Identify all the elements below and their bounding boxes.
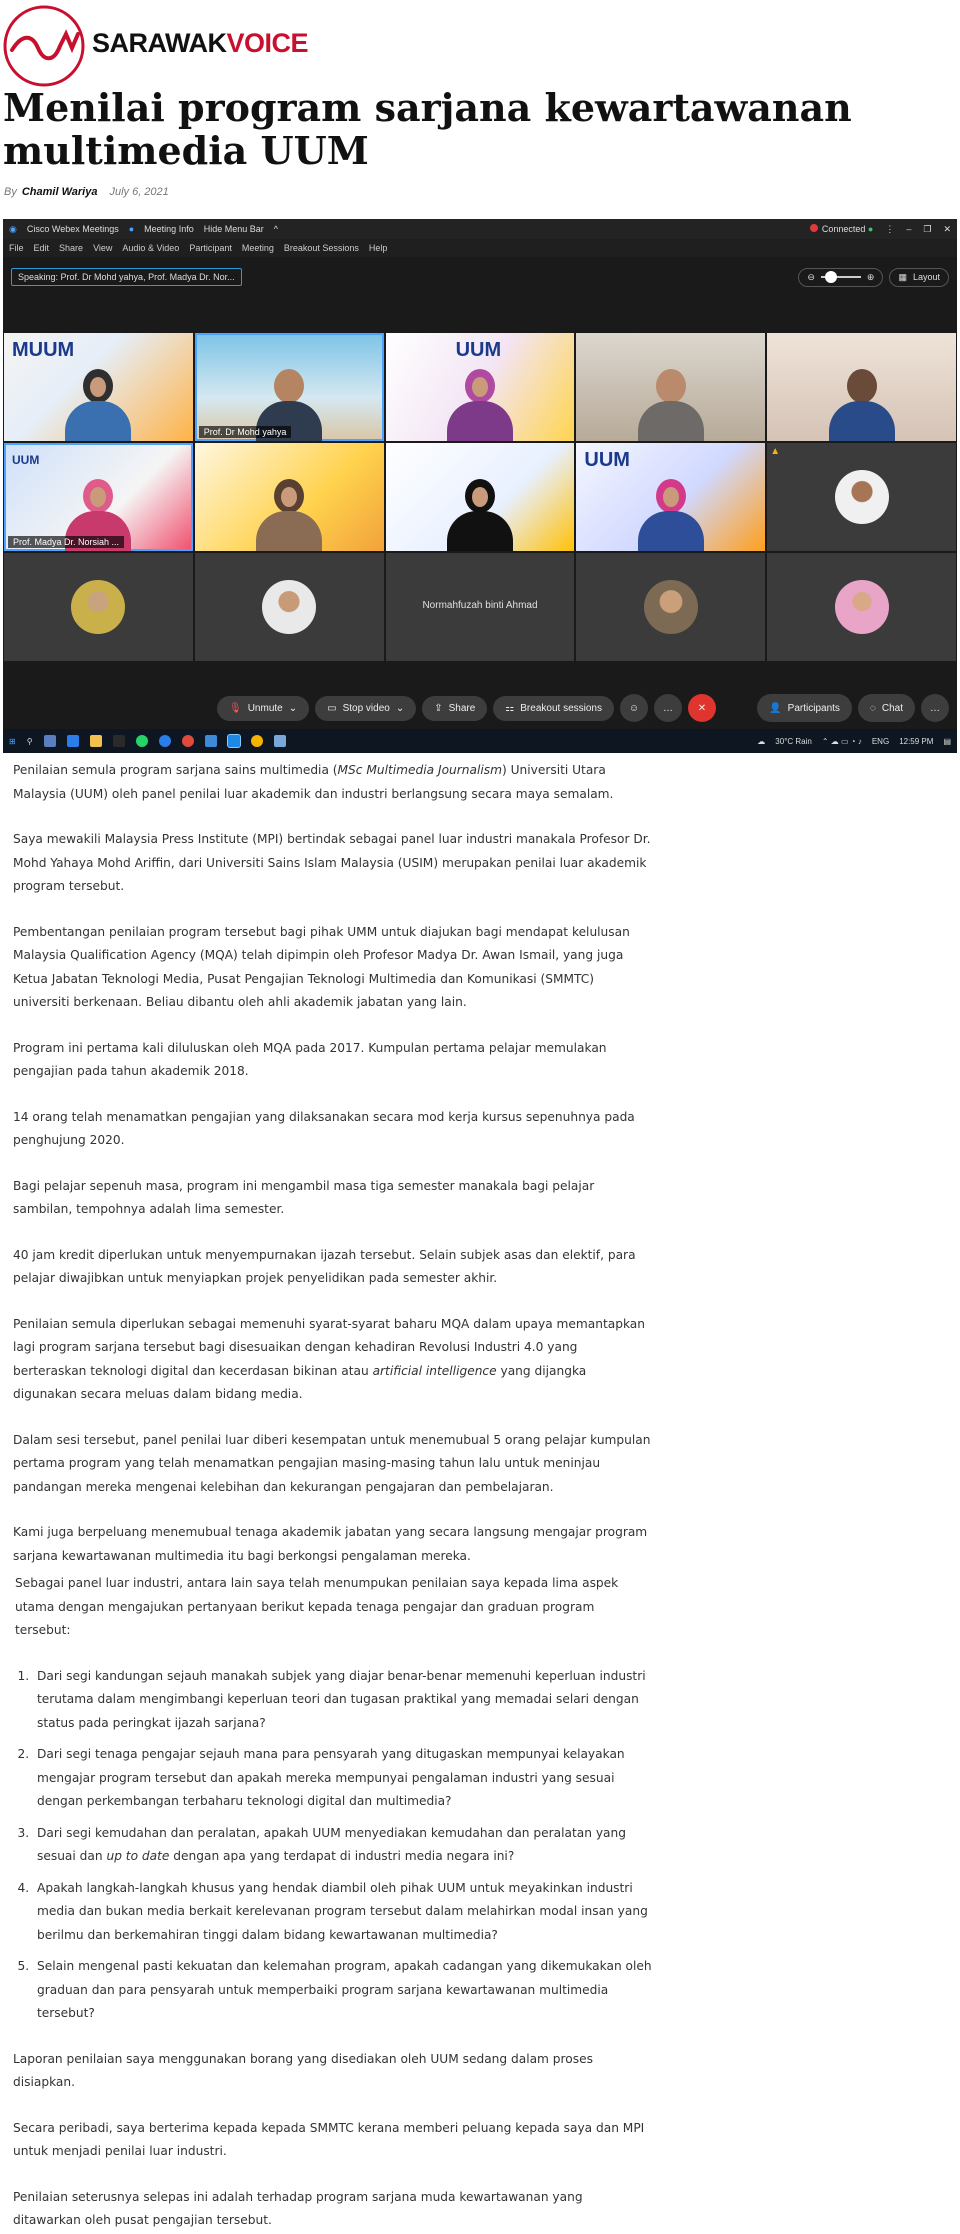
list-item: 4. Apakah langkah-langkah khusus yang hendak diambil oleh pihak UUM untuk meyakinkan industri media dan bukan media berkait kerelevanan program tersebut dalam melahirkan modal insan yang berilmu dan berkemahiran tinggi dalam bidang kewartawanan multimedia? [33,1877,653,1948]
menu-meeting: Meeting [241,243,274,253]
meeting-screenshot [3,219,957,753]
meeting-info-link: Meeting Info [144,224,194,234]
smiley-icon: ☺ [628,702,640,714]
more-options-button [654,694,682,722]
close-icon: ✕ [943,223,951,234]
windows-start-icon: ⊞ [9,736,16,746]
video-tile [767,553,956,661]
publish-date: July 6, 2021 [109,186,169,198]
active-speaker-label: Speaking: Prof. Dr Mohd yahya, Prof. Madya Dr. Nor... [11,268,242,286]
participant-avatar [644,580,698,634]
zoom-slider [821,276,861,278]
participant-name: Prof. Madya Dr. Norsiah ... [8,536,124,548]
question-list [33,1665,653,2026]
participant-name: Prof. Dr Mohd yahya [199,426,292,438]
meeting-infobar [3,257,957,297]
weather-text: 30°C Rain [775,736,812,746]
uum-logo-icon: UUM [12,453,40,467]
site-name: SARAWAKVOICE [92,28,309,58]
list-item: 2. Dari segi tenaga pengajar sejauh mana para pensyarah yang ditugaskan mempunyai kelayakan mengajar program tersebut dan apakah mereka mempunyai pengalaman industri yang sesuai dengan perkembangan terbaharu teknologi digital dan multimedia? [33,1743,653,1814]
zoom-out-icon: ⊖ [807,271,815,282]
byline-prefix: By [4,186,17,198]
paragraph: Dalam sesi tersebut, panel penilai luar diberi kesempatan untuk menemubual 5 orang pelajar kumpulan pertama program yang telah menamatkan pengajian masing-masing tahun lalu untuk meninjau pandangan mereka mengenai kelebihan dan kekurangan pengajaran dan pembelajaran. [13,1432,651,1494]
meeting-controls [3,691,957,725]
whatsapp-icon [136,735,148,747]
store-icon [113,735,125,747]
browser-icon [159,735,171,747]
paragraph: Kami juga berpeluang menemubual tenaga akademik jabatan yang secara langsung mengajar program sarjana kewartawanan multimedia itu bagi berkongsi pengalaman mereka. [13,1525,648,1563]
video-tile [195,443,384,551]
author-link[interactable]: Chamil Wariya [21,186,98,198]
uum-logo-icon: UUM [455,339,502,361]
system-tray [757,737,951,746]
leave-meeting-button [688,694,716,722]
meeting-titlebar [3,219,957,239]
menu-edit: Edit [33,243,50,253]
video-tile [4,333,193,441]
windows-taskbar [3,729,957,753]
hide-menu-bar-link: Hide Menu Bar [203,224,264,234]
participant-avatar [262,580,316,634]
breakout-sessions-button: ⚏ Breakout sessions [493,696,614,721]
participant-video [445,471,515,551]
menu-help: Help [368,243,388,253]
participant-video [63,361,133,441]
more-vertical-icon: ⋮ [885,223,895,234]
paragraph: Secara peribadi, saya berterima kepada kepada SMMTC kerana memberi peluang kepada saya dan MPI untuk menjadi penilai luar industri. [13,2120,645,2158]
participant-video [445,361,515,441]
participant-video [254,471,324,551]
paragraph: Saya mewakili Malaysia Press Institute (MPI) bertindak sebagai panel luar industri manakala Profesor Dr. Mohd Yahaya Mohd Ariffin, dari Universiti Sains Islam Malaysia (USIM) merupakan penilai luar akademik program tersebut. [13,832,651,893]
paragraph: Pembentangan penilaian program tersebut bagi pihak UMM untuk diajukan bagi mendapat kelulusan Malaysia Qualification Agency (MQA) telah dipimpin oleh Profesor Madya Dr. Awan Ismail, yang juga Ketua Jabatan Teknologi Media, Pusat Pengajian Teknologi Multimedia dan Komunikasi (SMMTC) universiti berkenaan. Beliau dibantu oleh ahli akademik jabatan yang lain. [13,924,630,1009]
participants-icon: 👤 [769,702,782,714]
meeting-menubar [3,239,957,257]
menu-view: View [93,243,113,253]
video-tile [195,333,384,441]
zoom-control [798,268,949,287]
video-tile [386,553,575,661]
app-icon [205,735,217,747]
more-horizontal-icon: … [662,702,673,714]
paragraph: Penilaian semula program sarjana sains multimedia (MSc Multimedia Journalism) Universiti Utara Malaysia (UUM) oleh panel penilai luar akademik dan industri berlangsung secara maya semalam. [13,763,614,801]
video-tile [4,553,193,661]
chevron-down-icon: ⌄ [288,702,298,714]
video-grid [3,333,957,661]
layout-button-label: Layout [912,272,940,282]
microphone-muted-icon: 🎙 [229,702,242,714]
breakout-icon: ⚏ [505,702,515,714]
weather-icon: ☁ [757,736,766,746]
search-icon: ⚲ [26,736,33,746]
chevron-down-icon: ⌄ [395,702,405,714]
restore-icon: ❐ [923,223,932,234]
video-tile [386,443,575,551]
webex-logo-icon: ◉ [9,223,17,234]
explorer-icon [90,735,102,747]
video-tile [576,333,765,441]
uum-logo-icon: UUM [584,449,630,471]
record-dot-icon [810,224,818,232]
chat-icon: ◌ [869,702,876,714]
unmute-button: 🎙 Unmute ⌄ [217,696,309,721]
notification-icon: ▤ [943,736,951,746]
webex-taskbar-icon [228,735,240,747]
chat-button: ◌ Chat [858,694,915,722]
reactions-button [620,694,648,722]
sarawak-voice-logo-icon [2,4,86,88]
video-tile [576,553,765,661]
tray-icons: ⌃ ☁ ▭ ◔ ♪ [821,736,862,746]
connected-dot-icon: ● [867,224,874,234]
more-panels-button [921,694,949,722]
uum-logo-icon: MUUM [12,339,75,361]
video-tile [386,333,575,441]
clock: 12:59 PM [899,736,934,746]
participant-name: Normahfuzah binti Ahmad [422,600,538,611]
app-title: Cisco Webex Meetings [26,224,119,234]
list-item: 5. Selain mengenal pasti kekuatan dan kelemahan program, apakah cadangan yang dikemukakan oleh graduan dan para pensyarah untuk memperbaiki program sarjana kewartawanan multimedia tersebut? [33,1955,653,2026]
minimize-icon: – [906,224,912,234]
language-indicator: ENG [871,736,890,746]
paragraph: Penilaian semula diperlukan sebagai memenuhi syarat-syarat baharu MQA dalam upaya memantapkan lagi program sarjana tersebut bagi disesuaikan dengan kehadiran Revolusi Industri 4.0 yang berteraskan teknologi digital dan kecerdasan bikinan atau artificial intelligence yang dijangka digunakan secara meluas dalam bidang media. [13,1316,645,1401]
meeting-info-icon: ● [128,224,135,234]
stop-video-button: ▭ Stop video ⌄ [315,696,416,721]
zoom-in-icon: ⊕ [866,271,875,282]
paragraph: 14 orang telah menamatkan pengajian yang dilaksanakan secara mod kerja kursus sepenuhnya pada penghujung 2020. [13,1109,635,1147]
participant-avatar [835,470,889,524]
menu-participant: Participant [189,243,232,253]
list-item: 3. Dari segi kemudahan dan peralatan, apakah UUM menyediakan kemudahan dan peralatan yang sesuai dan up to date dengan apa yang terdapat di industri media negara ini? [33,1822,653,1869]
camera-icon: ▭ [327,702,337,714]
participants-button: 👤 Participants [757,694,852,722]
participant-avatar [71,580,125,634]
site-logo[interactable] [0,0,309,92]
paragraph: Bagi pelajar sepenuh masa, program ini mengambil masa tiga semester manakala bagi pelajar sambilan, tempohnya adalah lima semester. [13,1178,595,1216]
edge-icon [67,735,79,747]
participant-video [636,471,706,551]
participant-video [636,361,706,441]
menu-file: File [9,243,24,253]
warning-icon: ▲ [770,446,781,457]
chrome-icon [251,735,263,747]
layout-icon: ▦ [898,271,907,282]
paragraph: Sebagai panel luar industri, antara lain saya telah menumpukan penilaian saya kepada lima aspek utama dengan mengajukan pertanyaan berikut kepada tenaga pengajar dan graduan program tersebut: [15,1576,619,1637]
paragraph: Penilaian seterusnya selepas ini adalah terhadap program sarjana muda kewartawanan yang ditawarkan oleh pusat pengajian tersebut. [13,2189,583,2227]
app-icon [182,735,194,747]
video-tile [195,553,384,661]
taskview-icon [44,735,56,747]
list-item: 1. Dari segi kandungan sejauh manakah subjek yang diajar benar-benar memenuhi keperluan industri terutama dalam mengimbangi keperluan teori dan tugasan praktikal yang memadai selari dengan status pada peringkat ijazah sarjana? [33,1665,653,1736]
menu-share: Share [59,243,84,253]
more-horizontal-icon: … [930,702,940,714]
byline [4,186,169,198]
share-button: ⇪ Share [422,696,487,721]
menu-audio-video: Audio & Video [122,243,180,253]
participant-avatar [835,580,889,634]
paragraph: Program ini pertama kali diluluskan oleh MQA pada 2017. Kumpulan pertama pelajar memulakan pengajian pada tahun akademik 2018. [13,1040,607,1078]
menu-breakout-sessions: Breakout Sessions [283,243,359,253]
video-tile [767,443,956,551]
share-icon: ⇪ [434,702,443,714]
paragraph: Laporan penilaian saya menggunakan borang yang disediakan oleh UUM sedang dalam proses disiapkan. [13,2051,593,2089]
close-icon: ✕ [697,702,707,714]
connection-status: Connected ● [810,224,874,234]
article-body [13,759,653,2234]
participant-video [827,361,897,441]
video-tile [767,333,956,441]
article-title: Menilai program sarjana kewartawanan multimedia UUM [3,85,852,173]
app-icon [274,735,286,747]
paragraph: 40 jam kredit diperlukan untuk menyempurnakan ijazah tersebut. Selain subjek asas dan elektif, para pelajar diwajibkan untuk menyiapkan projek penyelidikan pada semester akhir. [13,1247,636,1285]
video-tile [4,443,193,551]
video-tile [576,443,765,551]
chevron-up-icon: ^ [273,224,278,234]
